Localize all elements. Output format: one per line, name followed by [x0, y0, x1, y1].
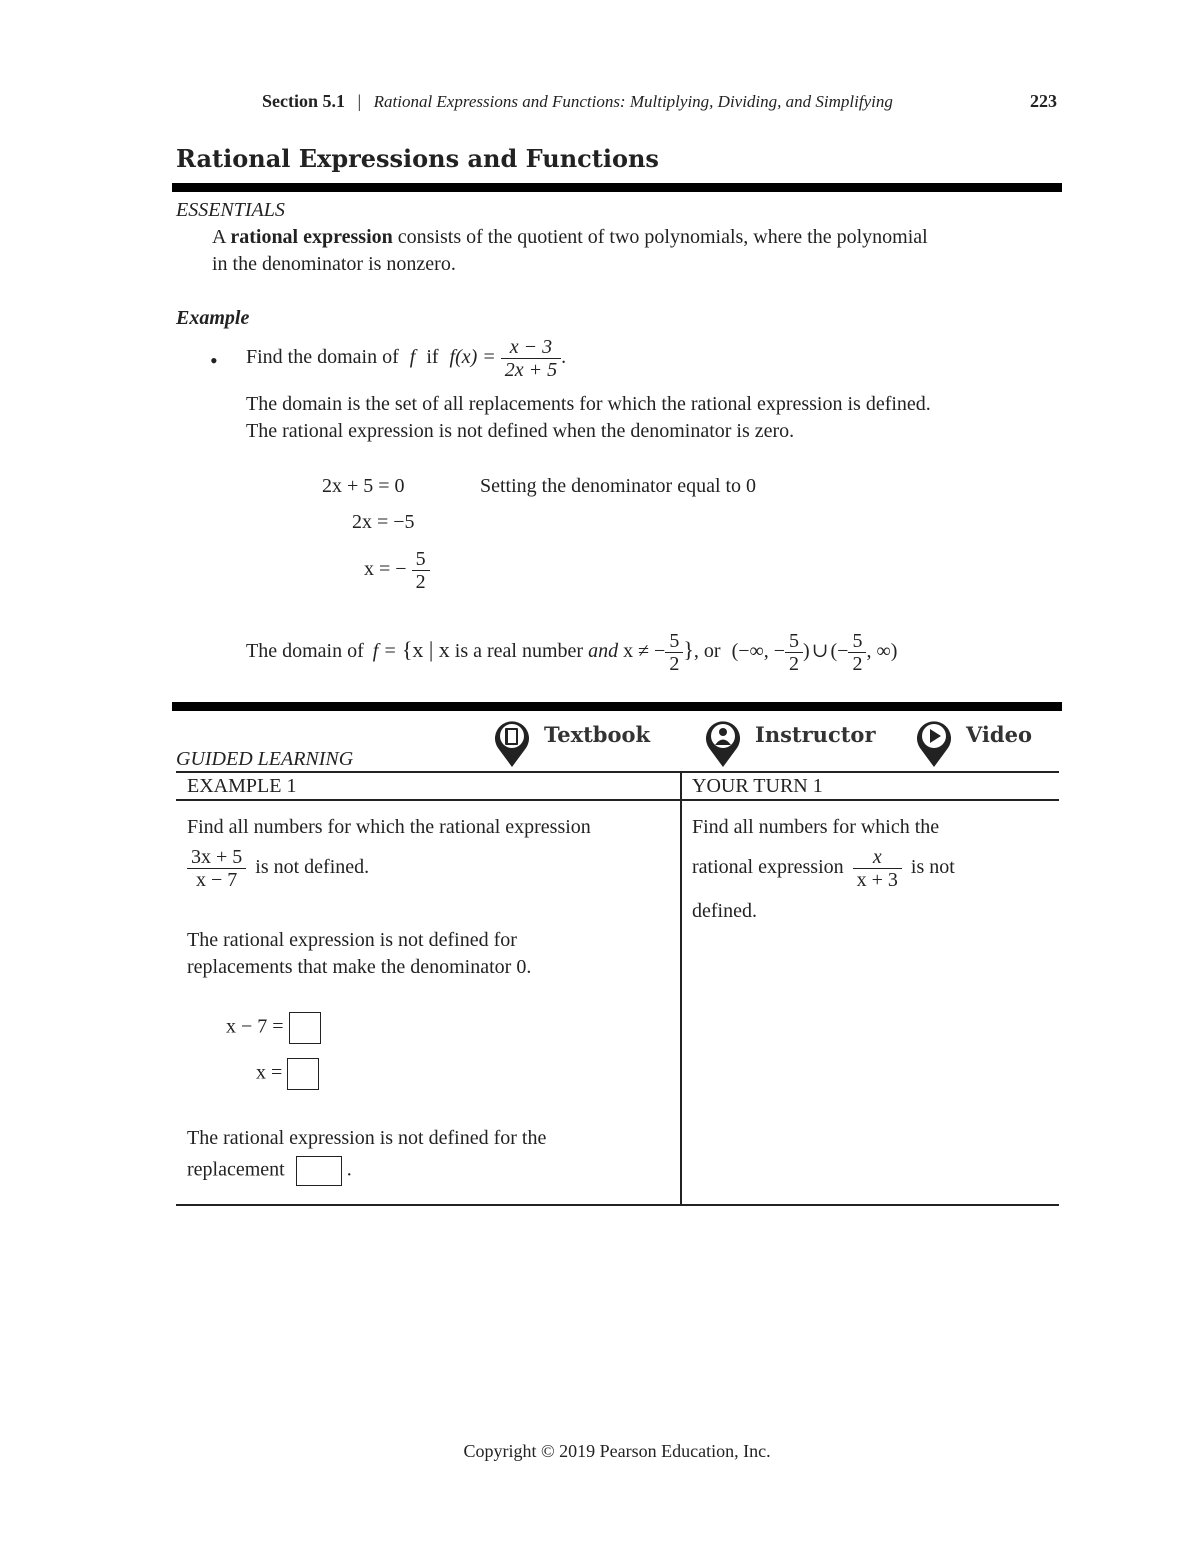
ex1-answer-box-1[interactable]	[289, 1012, 321, 1044]
step-3-lhs: x = −	[364, 558, 407, 581]
is-real: is a real number	[454, 640, 584, 663]
ex1-eq2-lhs: x =	[256, 1061, 283, 1084]
instructor-icon	[703, 718, 743, 768]
yt1-numerator: x	[853, 846, 902, 869]
section-rule	[172, 702, 1062, 711]
function-name: f	[409, 346, 416, 369]
textbook-icon	[492, 718, 532, 768]
title-rule	[172, 183, 1062, 192]
explain-line-2: The rational expression is not defined when the denominator is zero.	[246, 420, 795, 442]
interval-2-open: (−	[830, 640, 849, 663]
ex1-answer-box-2[interactable]	[287, 1058, 319, 1090]
ex1-final-line-2	[187, 1156, 546, 1186]
table-header-rule	[176, 799, 1059, 801]
find-prefix: Find the domain of	[246, 346, 399, 369]
ex1-final-line-1: The rational expression is not defined for the	[187, 1127, 547, 1149]
ex1-final	[187, 1125, 546, 1186]
essentials-definition	[212, 224, 1072, 278]
frac-den: 2	[852, 653, 863, 675]
ex1-replacement-word: replacement	[187, 1158, 285, 1181]
step-1: 2x + 5 = 0	[322, 475, 405, 497]
table-top-rule	[176, 771, 1059, 773]
frac-num: 5	[785, 630, 803, 653]
running-header	[262, 88, 1062, 115]
ex1-numerator: 3x + 5	[187, 846, 246, 869]
example-1-header: EXAMPLE 1	[187, 775, 297, 797]
domain-statement	[246, 630, 897, 675]
step-3-fraction	[412, 548, 430, 593]
domain-f: f =	[372, 640, 397, 663]
ex1-expression	[187, 846, 369, 891]
guided-learning-label: GUIDED LEARNING	[176, 748, 354, 770]
and-word: and	[588, 640, 619, 663]
ex1-prompt: Find all numbers for which the rational expression	[187, 816, 591, 838]
yt1-line-3: defined.	[692, 900, 757, 922]
frac-den: 2	[789, 653, 800, 675]
fraction-denominator: 2x + 5	[504, 359, 558, 381]
or-word: , or	[693, 640, 721, 663]
example-fraction	[501, 336, 561, 381]
section-label: Section 5.1	[262, 91, 345, 111]
essentials-label: ESSENTIALS	[176, 199, 285, 221]
yt1-line-1: Find all numbers for which the	[692, 816, 940, 838]
section-subtitle: Rational Expressions and Functions: Multiplying, Dividing, and Simplifying	[373, 92, 893, 111]
def-rest: consists of the quotient of two polynomials, where the polynomial	[397, 226, 928, 248]
def-term: rational expression	[230, 226, 393, 248]
your-turn-1-header: YOUR TURN 1	[692, 775, 823, 797]
interval-2-close: , ∞)	[866, 640, 898, 663]
ex1-equation-2	[256, 1058, 319, 1090]
ex1-eq1-lhs: x − 7 =	[226, 1015, 284, 1038]
textbook-label: Textbook	[544, 722, 651, 747]
domain-fraction-1	[665, 630, 683, 675]
video-link[interactable]	[914, 718, 1032, 768]
ex1-final-period: .	[346, 1158, 352, 1181]
yt1-denominator: x + 3	[856, 869, 898, 891]
frac-num: 5	[848, 630, 866, 653]
step-2: 2x = −5	[352, 511, 415, 533]
def-prefix: A	[212, 226, 226, 248]
ex1-not-defined: is not defined.	[255, 856, 370, 879]
set-open: {x | x	[401, 637, 450, 663]
definition-line-2: in the denominator is nonzero.	[212, 253, 456, 275]
fx-label: f(x) =	[449, 346, 496, 369]
ex1-denominator: x − 7	[196, 869, 238, 891]
example-bullet: •	[210, 348, 218, 373]
definition-line-1	[212, 224, 1072, 251]
domain-prefix: The domain of	[246, 640, 364, 663]
ex1-explanation	[187, 927, 531, 981]
instructor-link[interactable]	[703, 718, 876, 768]
video-play-icon	[914, 718, 954, 768]
interval-1-open: (−∞, −	[731, 640, 786, 663]
if-word: if	[426, 346, 439, 369]
domain-fraction-2	[785, 630, 803, 675]
yt1-suffix: is not	[910, 856, 955, 879]
fraction-numerator: x − 3	[501, 336, 561, 359]
x-neq: x ≠ −	[623, 640, 666, 663]
step-3-num: 5	[412, 548, 430, 571]
yt1-prefix: rational expression	[692, 856, 844, 879]
step-3-den: 2	[415, 571, 426, 593]
union-symbol: ∪	[811, 640, 829, 663]
textbook-link[interactable]	[492, 718, 650, 768]
step-3	[364, 548, 430, 593]
ex1-answer-box-3[interactable]	[296, 1156, 342, 1186]
yt1-fraction	[853, 846, 902, 891]
period: .	[561, 346, 567, 369]
ex1-explain-line-1: The rational expression is not defined for	[187, 929, 517, 951]
frac-den: 2	[669, 653, 680, 675]
header-separator: |	[357, 91, 362, 111]
ex1-fraction	[187, 846, 246, 891]
example-label: Example	[176, 307, 250, 329]
yt1-line-2	[692, 846, 955, 891]
explain-line-1: The domain is the set of all replacements for which the rational expression is defined.	[246, 393, 931, 415]
ex1-explain-line-2: replacements that make the denominator 0.	[187, 956, 532, 978]
example-problem	[246, 336, 566, 381]
instructor-label: Instructor	[755, 722, 876, 747]
table-divider	[680, 771, 682, 1205]
page-number: 223	[1030, 91, 1057, 111]
example-explanation	[246, 391, 1086, 445]
domain-fraction-3	[848, 630, 866, 675]
copyright-footer: Copyright © 2019 Pearson Education, Inc.	[463, 1441, 771, 1461]
page-title: Rational Expressions and Functions	[176, 144, 659, 173]
step-1-note: Setting the denominator equal to 0	[480, 475, 757, 497]
set-close: }	[683, 637, 694, 663]
ex1-equation-1	[226, 1012, 321, 1044]
frac-num: 5	[665, 630, 683, 653]
table-bottom-rule	[176, 1204, 1059, 1206]
interval-1-close: )	[803, 640, 810, 663]
video-label: Video	[966, 722, 1032, 747]
